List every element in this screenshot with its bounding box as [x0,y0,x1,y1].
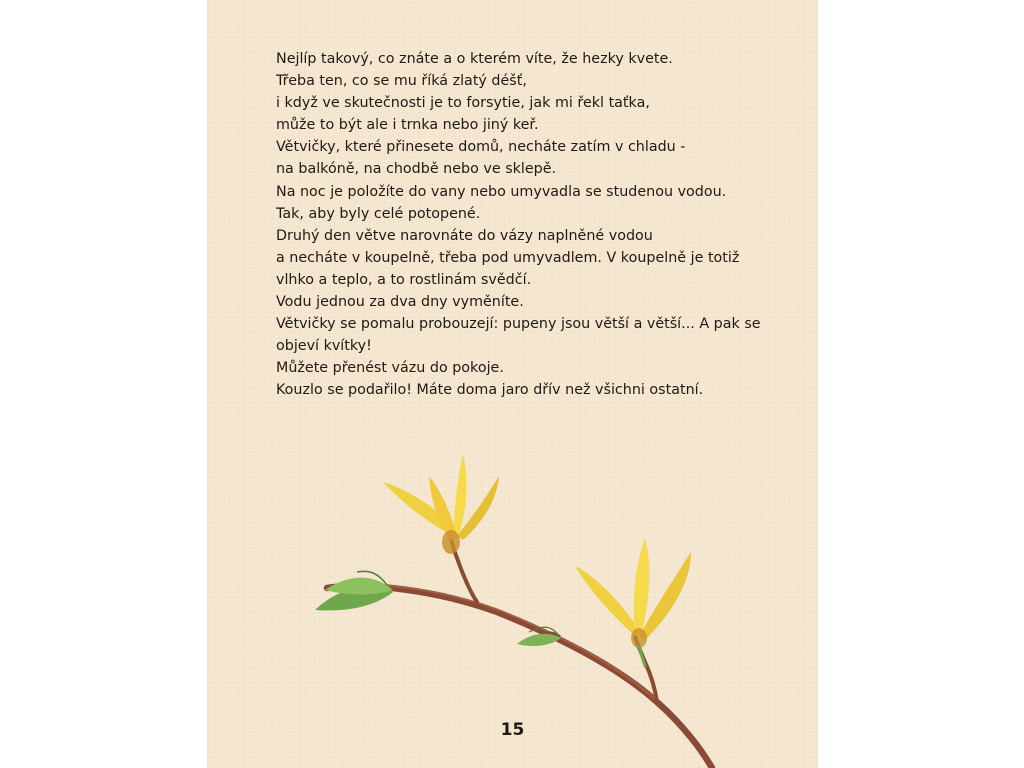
text-line: na balkóně, na chodbě nebo ve sklepě. [276,161,557,178]
text-line: Vodu jednou za dva dny vyměníte. [276,294,524,311]
flower-upper-left [383,454,499,554]
text-line: může to být ale i trnka nebo jiný keř. [276,117,539,134]
text-line: Větvičky, které přinesete domů, necháte zatím v chladu - [276,139,686,156]
page-number: 15 [500,720,525,740]
text-line: Na noc je položíte do vany nebo umyvadla se studenou vodou. [276,183,727,200]
text-line: Nejlíp takový, co znáte a o kterém víte, že hezky kvete. [276,51,673,67]
forsythia-branch-illustration [207,440,818,768]
text-line: Kouzlo se podařilo! Máte doma jaro dřív než všichni ostatní. [276,382,704,399]
flower-right [575,538,691,666]
text-line: vlhko a teplo, a to rostlinám svědčí. [276,271,532,288]
text-line: objeví kvítky! [276,338,372,355]
text-line: Můžete přenést vázu do pokoje. [276,360,504,377]
book-page [207,0,818,768]
text-line: i když ve skutečnosti je to forsytie, jak mi řekl taťka, [276,95,650,112]
text-line: a necháte v koupelně, třeba pod umyvadlem. V koupelně je totiž [276,249,740,266]
text-line: Tak, aby byly celé potopené. [276,205,481,222]
page-body-text [276,48,796,402]
text-line: Druhý den větve narovnáte do vázy naplněné vodou [276,227,653,244]
text-line: Větvičky se pomalu probouzejí: pupeny jsou větší a větší... A pak se [276,316,761,333]
text-line: Třeba ten, co se mu říká zlatý déšť, [276,73,527,90]
